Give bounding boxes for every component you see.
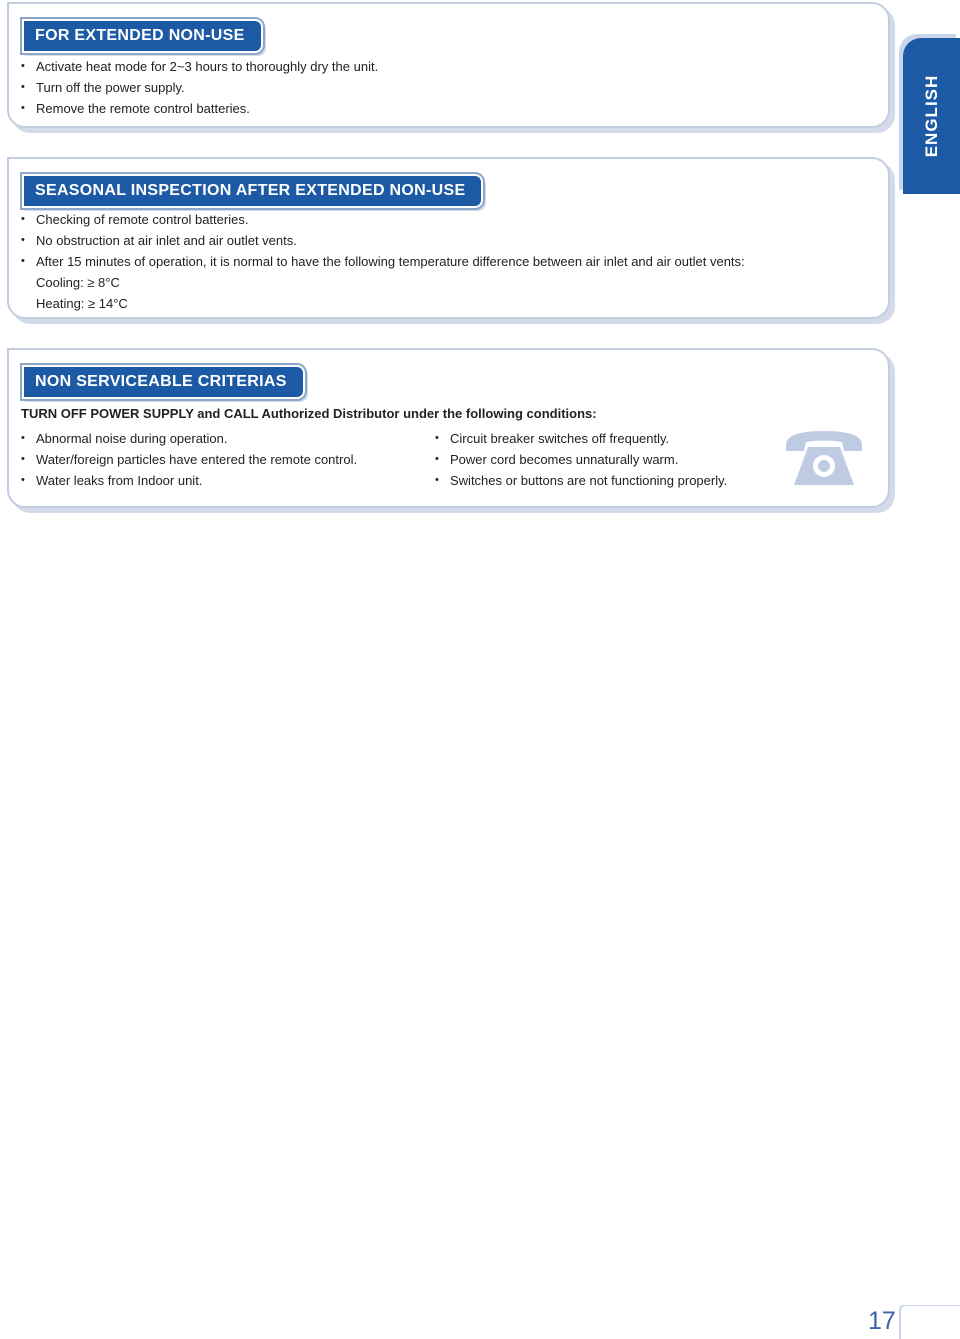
list-item: • Checking of remote control batteries. (21, 209, 745, 230)
conditions-right-list (435, 428, 727, 491)
list-item: • No obstruction at air inlet and air outlet vents. (21, 230, 745, 251)
list-item: • Power cord becomes unnaturally warm. (435, 449, 727, 470)
non-serviceable-panel (7, 348, 890, 508)
list-item: • Turn off the power supply. (21, 77, 378, 98)
conditions-intro: TURN OFF POWER SUPPLY and CALL Authorized Distributor under the following conditions: (21, 406, 597, 421)
seasonal-inspection-list (21, 209, 745, 314)
list-item: • After 15 minutes of operation, it is normal to have the following temperature difference between air inlet and air outlet vents: (21, 251, 745, 272)
section-title: SEASONAL INSPECTION AFTER EXTENDED NON-USE (22, 174, 483, 208)
section-title: FOR EXTENDED NON-USE (22, 19, 263, 53)
page-number: 17 (868, 1307, 896, 1335)
language-tab-label: ENGLISH (921, 74, 941, 158)
list-item: • Switches or buttons are not functioning properly. (435, 470, 727, 491)
seasonal-inspection-panel (7, 157, 890, 319)
section-title: NON SERVICEABLE CRITERIAS (22, 365, 305, 399)
list-item: • Abnormal noise during operation. (21, 428, 357, 449)
cooling-value: Cooling: ≥ 8°C (36, 275, 120, 290)
list-item: • Circuit breaker switches off frequently. (435, 428, 727, 449)
list-item: • Remove the remote control batteries. (21, 98, 378, 119)
extended-non-use-panel (7, 2, 890, 128)
list-item: • Water leaks from Indoor unit. (21, 470, 357, 491)
extended-non-use-list (21, 56, 378, 119)
language-tab (903, 38, 960, 194)
list-item: • Activate heat mode for 2~3 hours to thoroughly dry the unit. (21, 56, 378, 77)
heating-value: Heating: ≥ 14°C (36, 296, 128, 311)
telephone-icon (782, 427, 866, 489)
list-item: • Water/foreign particles have entered the remote control. (21, 449, 357, 470)
conditions-left-list (21, 428, 357, 491)
